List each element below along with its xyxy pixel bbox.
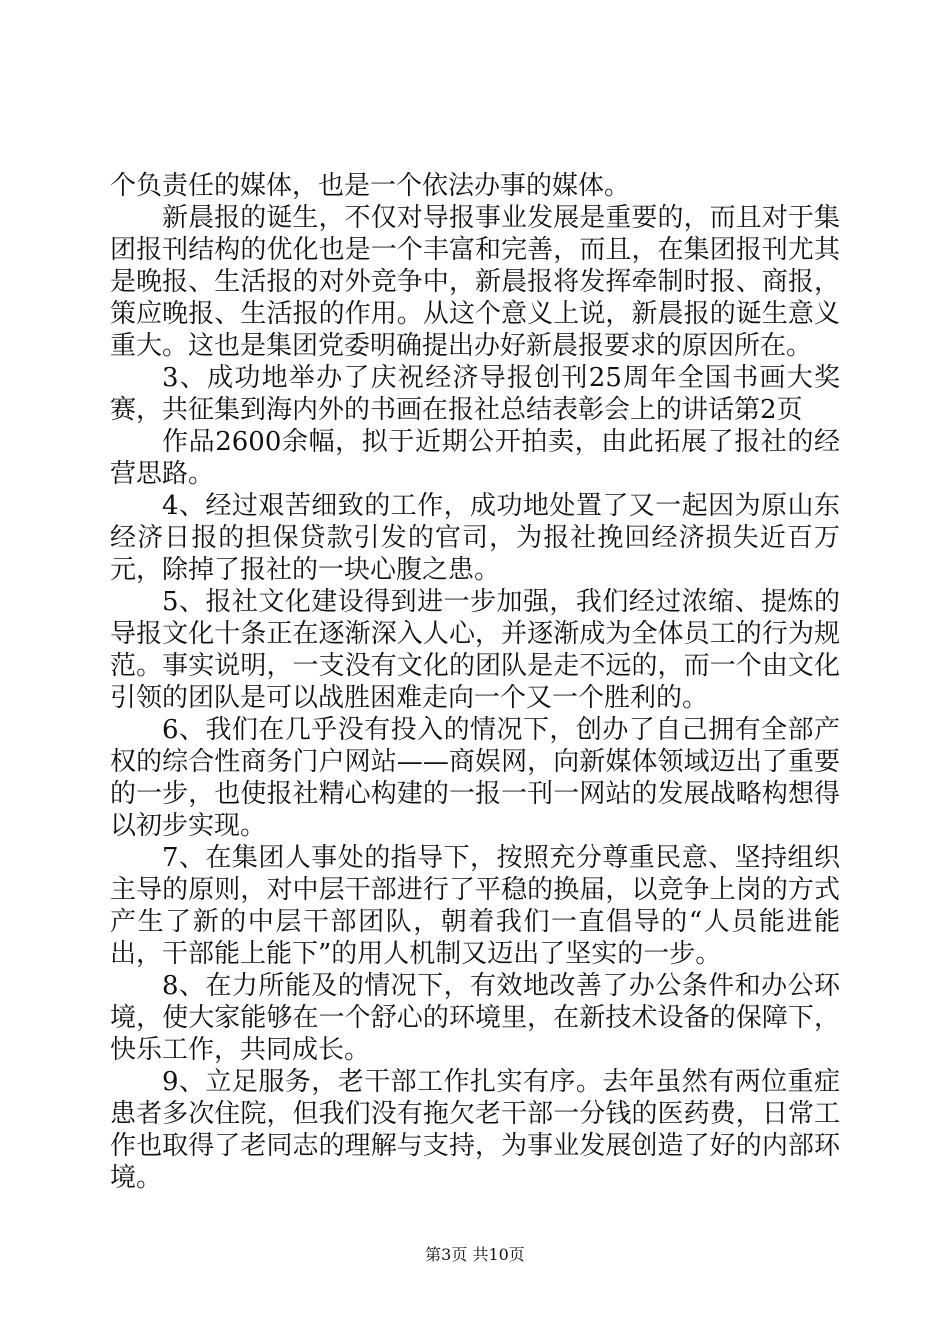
paragraph-xinchenbao: 新晨报的诞生，不仅对导报事业发展是重要的，而且对于集团报刊结构的优化也是一个丰富和完善，而且，在集团报刊尤其是晚报、生活报的对外竞争中，新晨报将发挥牵制时报、商报，策应晚报、生活报的作用。从这个意义上说，新晨报的诞生意义重大。这也是集团党委明确提出办好新晨报要求的原因所在。 bbox=[110, 203, 840, 361]
paragraph-item-4: 4、经过艰苦细致的工作，成功地处置了又一起因为原山东经济日报的担保贷款引发的官司，为报社挽回经济损失近百万元，除掉了报社的一块心腹之患。 bbox=[110, 491, 840, 585]
paragraph-continuation: 个负责任的媒体，也是一个依法办事的媒体。 bbox=[110, 171, 631, 201]
paragraph-item-6: 6、我们在几乎没有投入的情况下，创办了自己拥有全部产权的综合性商务门户网站——商娱网，向新媒体领域迈出了重要的一步，也使报社精心构建的一报一刊一网站的发展战略构想得以初步实现。 bbox=[110, 715, 840, 841]
paragraph-item-5: 5、报社文化建设得到进一步加强，我们经过浓缩、提炼的导报文化十条正在逐渐深入人心，并逐渐成为全体员工的行为规范。事实说明，一支没有文化的团队是走不远的，而一个由文化引领的团队是可以战胜困难走向一个又一个胜利的。 bbox=[110, 587, 840, 713]
paragraph-item-8: 8、在力所能及的情况下，有效地改善了办公条件和办公环境，使大家能够在一个舒心的环境里，在新技术设备的保障下，快乐工作，共同成长。 bbox=[110, 971, 840, 1065]
paragraph-item-3: 3、成功地举办了庆祝经济导报创刊25周年全国书画大奖赛，共征集到海内外的书画在报社总结表彰会上的讲话第2页 bbox=[110, 363, 840, 425]
page-number-indicator: 第3页 共10页 bbox=[425, 1245, 525, 1264]
page-footer bbox=[0, 1242, 950, 1265]
document-body bbox=[110, 170, 840, 1194]
paragraph-item-9: 9、立足服务，老干部工作扎实有序。去年虽然有两位重症患者多次住院，但我们没有拖欠老干部一分钱的医药费，日常工作也取得了老同志的理解与支持，为事业发展创造了好的内部环境。 bbox=[110, 1067, 840, 1193]
paragraph-item-3-cont: 作品2600余幅，拟于近期公开拍卖，由此拓展了报社的经营思路。 bbox=[110, 427, 840, 489]
paragraph-item-7: 7、在集团人事处的指导下，按照充分尊重民意、坚持组织主导的原则，对中层干部进行了平稳的换届，以竞争上岗的方式产生了新的中层干部团队，朝着我们一直倡导的“人员能进能出，干部能上能下”的用人机制又迈出了坚实的一步。 bbox=[110, 843, 840, 969]
